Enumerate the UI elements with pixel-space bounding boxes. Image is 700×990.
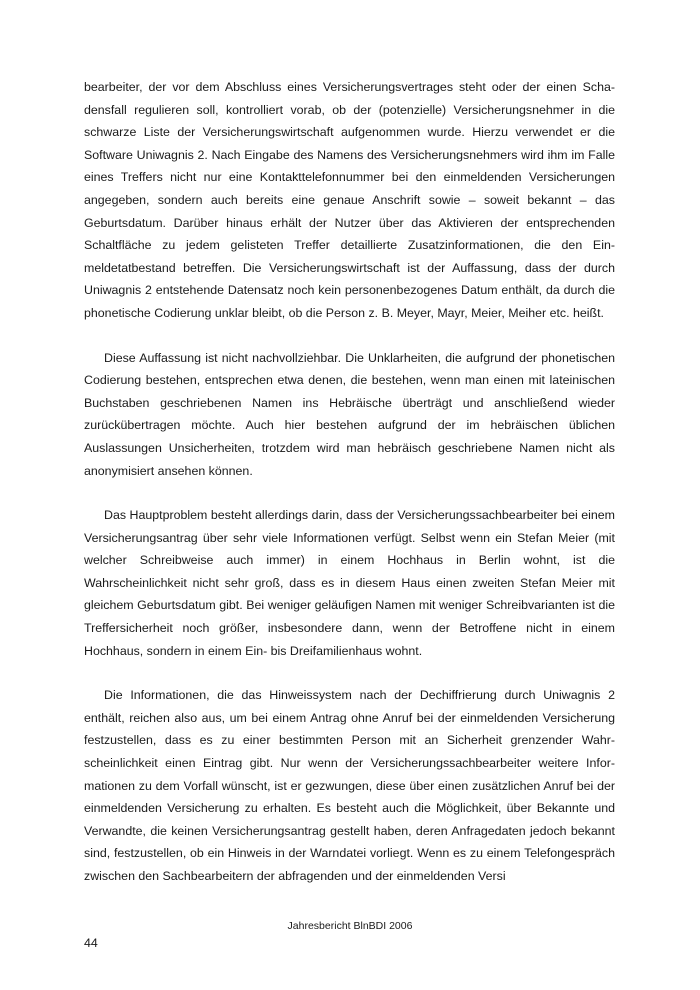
page-number: 44	[84, 936, 98, 950]
paragraph-auffassung: Diese Auffassung ist nicht nachvollziehbar. Die Unklarheiten, die aufgrund der phonetischen Codierung bestehen, entsprechen etwa denen, die bestehen, wenn man einen mit lateinischen Buchstaben geschriebenen Namen ins Hebräische überträgt und anschließend wieder zurückübertragen möchte. Auch hier bestehen aufgrund der im hebräischen üblichen Auslassungen Unsicherheiten, trotzdem wird man hebräisch geschriebene Namen nicht als anonymisiert ansehen können.	[84, 350, 615, 478]
paragraph-continuation: bearbeiter, der vor dem Abschluss eines Versicherungsvertrages steht oder der einen Schadensfall regulieren soll, kontrolliert vorab, ob der (potenzielle) Versicherungsnehmer in die schwarze Liste der Versicherungswirtschaft aufgenommen wurde. Hierzu verwendet er die Software Uniwagnis 2. Nach Eingabe des Namens des Versicherungsnehmers wird ihm im Falle eines Treffers nicht nur eine Kontakttelefonnummer bei den einmeldenden Versicherungen angegeben, sondern auch bereits eine genaue Anschrift sowie – soweit bekannt – das Geburtsdatum. Darüber hinaus erhält der Nutzer über das Aktivieren der entsprechenden Schaltfläche zu jedem gelisteten Treffer detaillierte Zusatzinformationen, die den Einmeldetatbestand betreffen. Die Versicherungswirtschaft ist der Auffassung, dass der durch Uniwagnis 2 entstehende Datensatz noch kein personenbezogenes Datum enthält, da durch die phonetische Codierung unklar bleibt, ob die Person z. B. Meyer, Mayr, Meier, Meiher etc. heißt.	[84, 80, 615, 320]
paragraph-informationen: Die Informationen, die das Hinweissystem nach der Dechiffrierung durch Uniwagnis 2 enthält, reichen also aus, um bei einem Antrag ohne Anruf bei der einmeldenden Versicherung festzustellen, dass es zu einer bestimmten Person mit an Sicherheit grenzender Wahrscheinlichkeit einen Eintrag gibt. Nur wenn der Versicherungssachbearbeiter weitere Informationen zu dem Vorfall wünscht, ist er gezwungen, diese über einen zusätzlichen Anruf bei der einmeldenden Versicherung zu erhalten. Es besteht auch die Möglichkeit, über Bekannte und Verwandte, die keinen Versicherungsantrag gestellt haben, deren Anfragedaten jedoch bekannt sind, festzustellen, ob ein Hinweis in der Warndatei vorliegt. Wenn es zu einem Telefongespräch zwischen den Sachbearbeitern der abfragenden und der einmeldenden Versi	[84, 688, 615, 883]
footer-title: Jahresbericht BlnBDI 2006	[287, 920, 413, 932]
body-text	[84, 76, 615, 888]
paragraph-hauptproblem: Das Hauptproblem besteht allerdings darin, dass der Versicherungssachbearbeiter bei einem Versicherungsantrag über sehr viele Informationen verfügt. Selbst wenn ein Stefan Meier (mit welcher Schreibweise auch immer) in einem Hochhaus in Berlin wohnt, ist die Wahrscheinlichkeit nicht sehr groß, dass es in diesem Haus einen zweiten Stefan Meier mit gleichem Geburtsdatum gibt. Bei weniger geläufigen Namen mit weniger Schreibvarianten ist die Treffersicherheit noch größer, insbesondere dann, wenn der Betroffene nicht in einem Hochhaus, sondern in einem Ein- bis Dreifamilienhaus wohnt.	[84, 508, 615, 658]
